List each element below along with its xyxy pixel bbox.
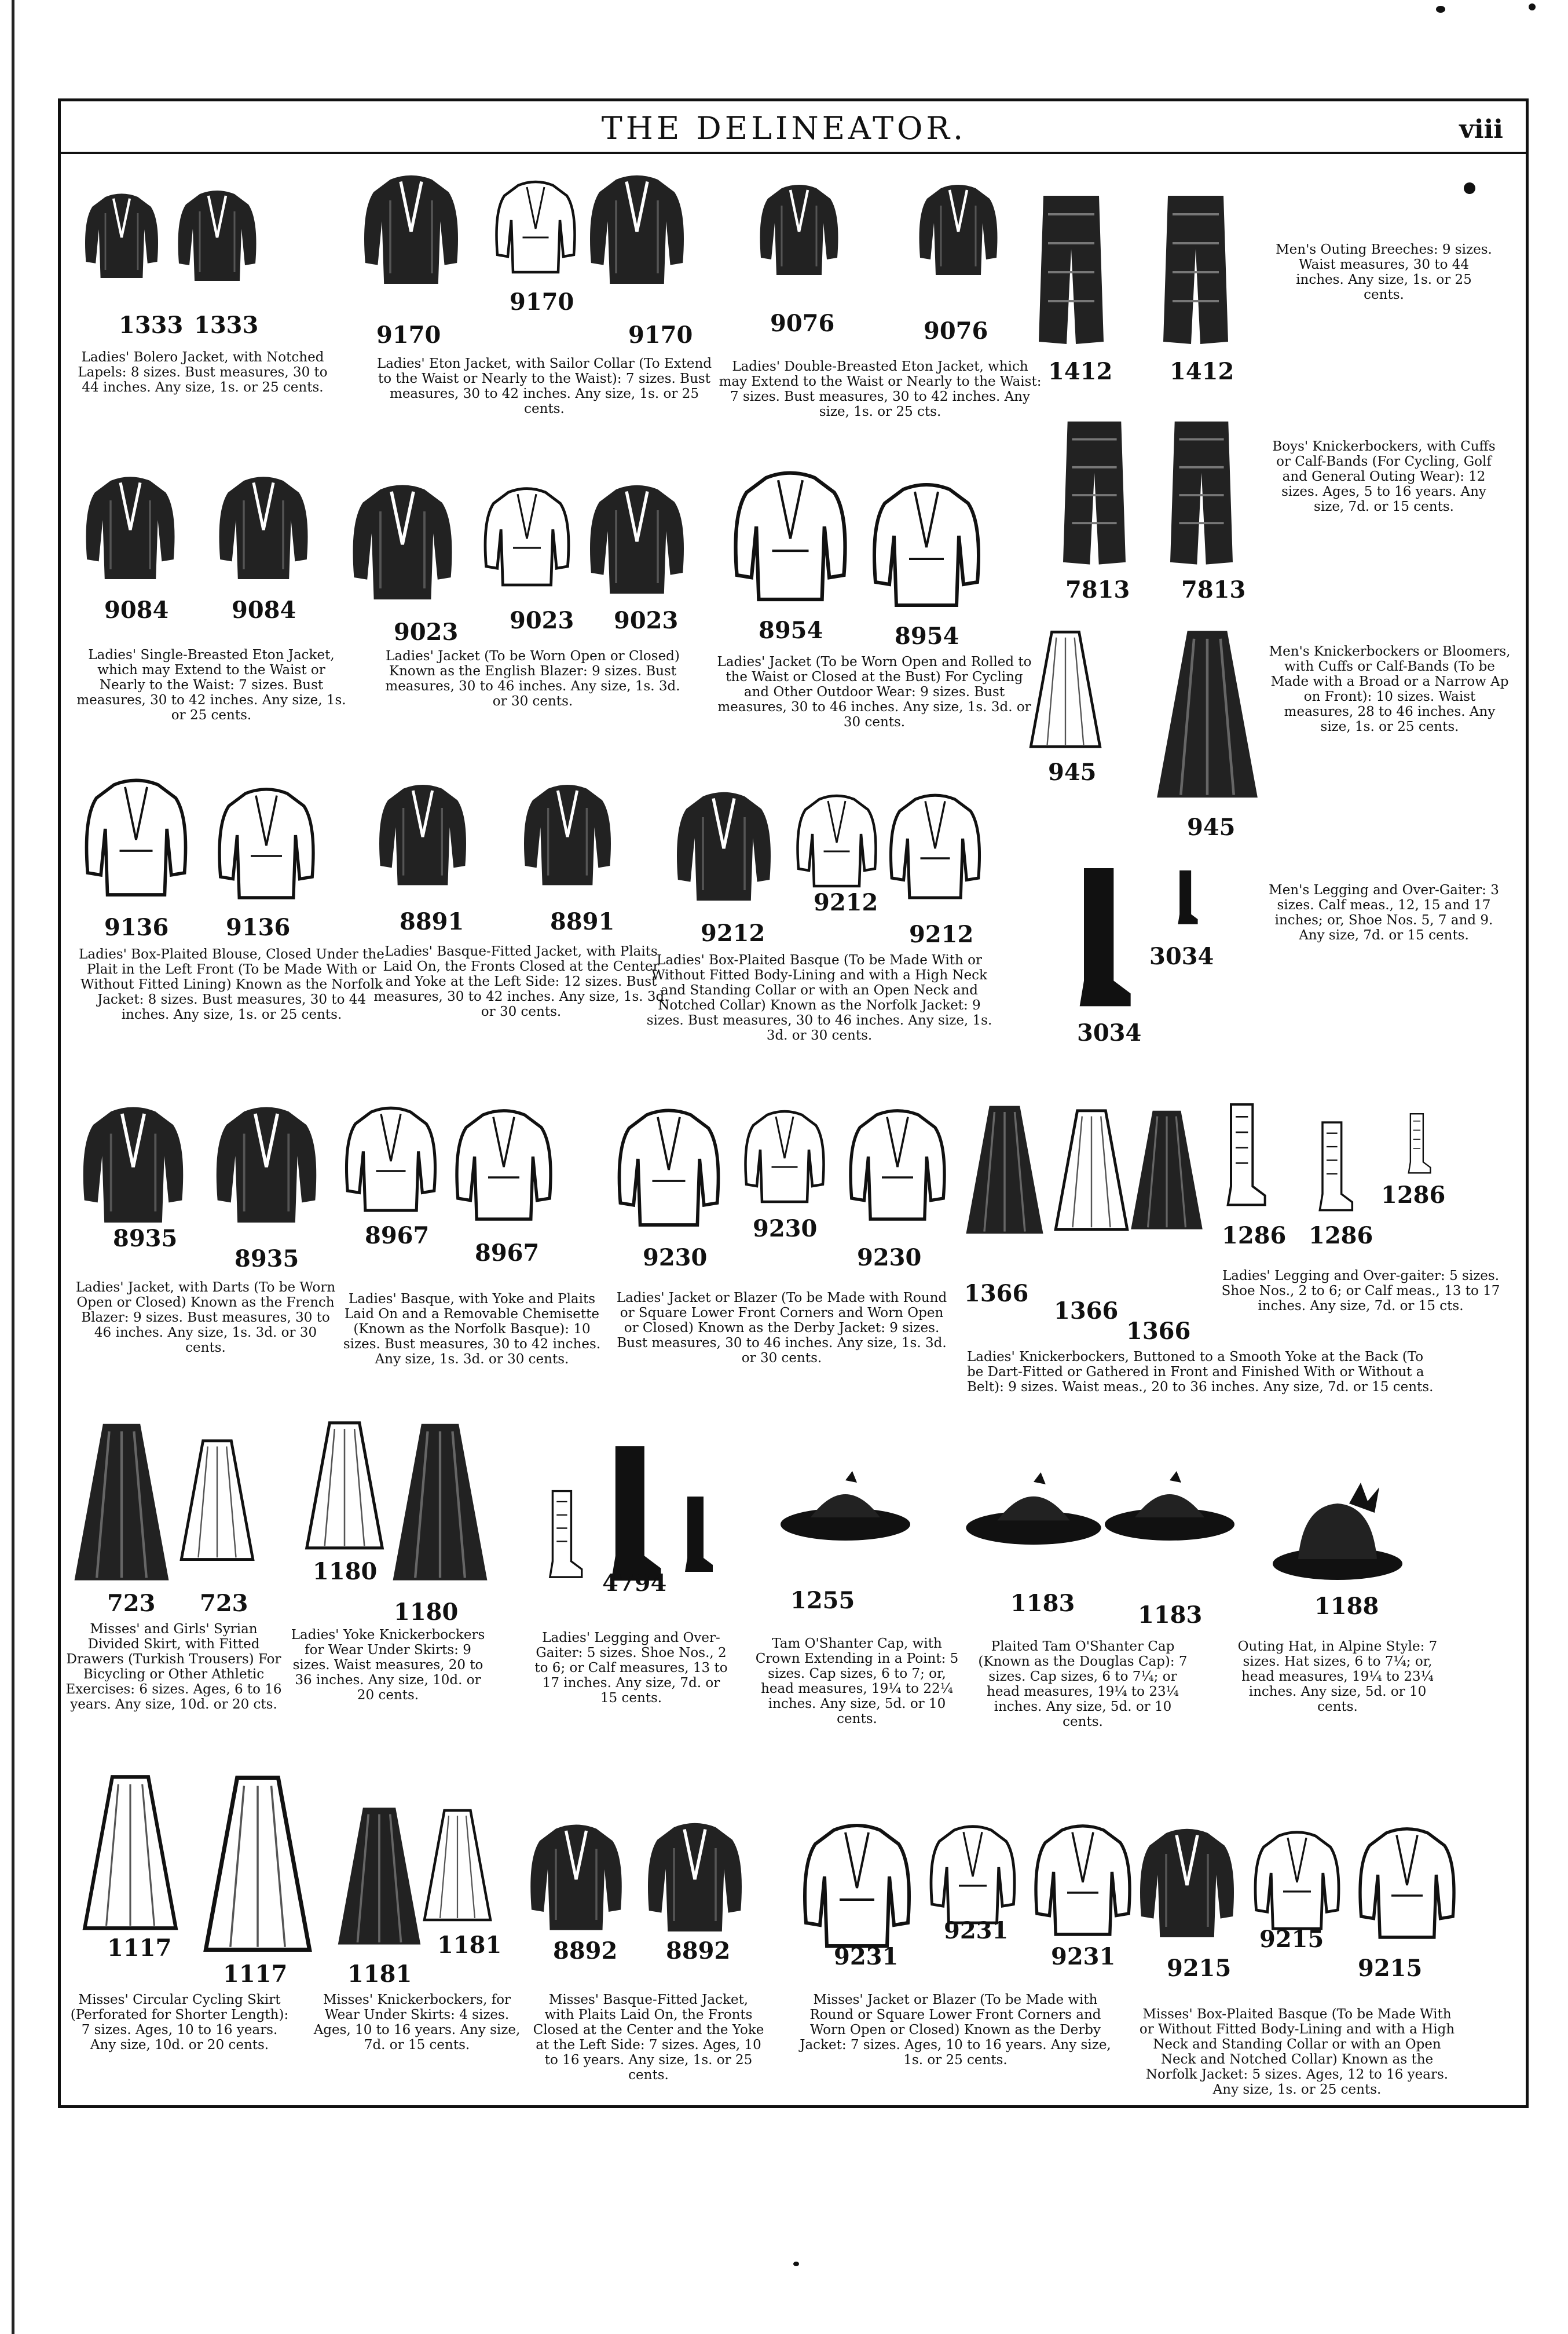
- knickerbocker-illustration: [388, 1419, 492, 1593]
- pattern-number: 1286: [1222, 1222, 1287, 1249]
- pattern-number: 9076: [924, 317, 988, 345]
- gaiter-illustration: [1390, 1112, 1448, 1176]
- pattern-number: 9215: [1259, 1926, 1324, 1953]
- pattern-caption: Misses' Box-Plaited Basque (To be Made With or Without Fitted Body-Lining and with a High Neck and Standing Collar or with an Open Neck and Notched Collar) Known as the Norfolk Jacket: 5 sizes. Ages, 12 to 16 years. Any size, 1s. or 25 cents.: [1139, 2007, 1455, 2097]
- pattern-number: 1412: [1048, 358, 1113, 385]
- jacket-illustration: [214, 469, 313, 591]
- pattern-caption: Misses' Jacket or Blazer (To be Made with Round or Square Lower Front Corners and Worn Open or Closed) Known as the Derby Jacket: 7 sizes. Ages, 10 to 16 years. Any size, 1s. or 25 cents.: [800, 1992, 1111, 2068]
- divided-skirt-illustration: [69, 1419, 174, 1593]
- pattern-caption: Outing Hat, in Alpine Style: 7 sizes. Hat sizes, 6 to 7¼; or, head measures, 19¼ to 23¼ inches. Any size, 5d. or 10 cents.: [1237, 1639, 1438, 1714]
- scan-speck: [793, 2262, 799, 2266]
- cap-illustration: [776, 1454, 915, 1570]
- pattern-number: 9212: [909, 921, 974, 948]
- pattern-number: 1366: [1054, 1297, 1119, 1325]
- pattern-caption: Ladies' Legging and Over-Gaiter: 5 sizes. Shoe Nos., 2 to 6; or Calf measures, 13 to 17 inches. Any size, 7d. or 15 cents.: [534, 1630, 728, 1706]
- pattern-number: 9231: [944, 1917, 1009, 1944]
- pattern-number: 9215: [1167, 1955, 1232, 1982]
- jacket-illustration: [585, 469, 689, 614]
- pattern-number: 1181: [437, 1931, 502, 1959]
- cycling-skirt-illustration: [64, 1772, 197, 1940]
- pattern-caption: Men's Knickerbockers or Bloomers, with Cuffs or Calf-Bands (To be Made with a Broad or a Narrow Ap on Front): 10 sizes. Waist measures, 28 to 46 inches. Any size, 1s. or 25 cents.: [1269, 644, 1511, 734]
- pattern-caption: Ladies' Basque-Fitted Jacket, with Plaits Laid On, the Fronts Closed at the Center and Yoke at the Left Side: 12 sizes. Bust measures, 30 to 42 inches. Any size, 1s. 3d. or 30 cents.: [373, 944, 669, 1019]
- jacket-illustration: [347, 469, 457, 620]
- basque-illustration: [1135, 1819, 1239, 1952]
- jacket-illustration: [643, 1813, 747, 1946]
- bloomers-illustration: [1025, 628, 1106, 756]
- pattern-number: 3034: [1149, 943, 1214, 970]
- header-rule: [58, 152, 1529, 154]
- breeches-illustration: [1060, 417, 1129, 573]
- knickerbocker-illustration: [336, 1801, 423, 1958]
- pattern-number: 1333: [119, 312, 184, 339]
- scan-edge-rule: [12, 0, 14, 2334]
- hat-illustration: [1268, 1483, 1407, 1587]
- knickerbocker-illustration: [301, 1419, 388, 1558]
- pattern-number: 1180: [394, 1598, 459, 1626]
- pattern-number: 1333: [194, 312, 259, 339]
- cap-illustration: [961, 1465, 1106, 1564]
- pattern-number: 9076: [770, 310, 835, 337]
- jacket-illustration: [359, 168, 463, 295]
- pattern-caption: Misses' Basque-Fitted Jacket, with Plaits Laid On, the Fronts Closed at the Center and the Yoke at the Left Side: 7 sizes. Ages, 10 to 16 years. Any size, 1s. or 25 cents.: [533, 1992, 764, 2083]
- pattern-caption: Boys' Knickerbockers, with Cuffs or Calf-Bands (For Cycling, Golf and General Outing Wear): 12 sizes. Ages, 5 to 16 years. Any size, 7d. or 15 cents.: [1272, 439, 1496, 514]
- jacket-illustration: [174, 168, 261, 307]
- pattern-number: 9136: [226, 914, 291, 941]
- pattern-caption: Ladies' Single-Breasted Eton Jacket, which may Extend to the Waist or Nearly to the Waist: 7 sizes. Bust measures, 30 to 42 inches. Any size, 1s. or 25 cents.: [76, 647, 346, 723]
- pattern-number: 9170: [376, 321, 441, 349]
- blazer-illustration: [741, 1100, 828, 1216]
- pattern-caption: Ladies' Jacket, with Darts (To be Worn Open or Closed) Known as the French Blazer: 9 sizes. Bust measures, 30 to 46 inches. Any size, 1s. 3d. or 30 cents.: [75, 1280, 336, 1355]
- pattern-caption: Men's Outing Breeches: 9 sizes. Waist measures, 30 to 44 inches. Any size, 1s. or 25 cents.: [1276, 242, 1492, 302]
- pattern-number: 9023: [394, 619, 459, 646]
- pattern-number: 1366: [964, 1280, 1029, 1307]
- legging-illustration: [1222, 1089, 1268, 1222]
- pattern-caption: Men's Legging and Over-Gaiter: 3 sizes. Calf meas., 12, 15 and 17 inches; or, Shoe Nos. 5, 7 and 9. Any size, 7d. or 15 cents.: [1269, 883, 1499, 943]
- pattern-number: 9084: [104, 597, 169, 624]
- legging-illustration: [538, 1488, 591, 1581]
- pattern-number: 1117: [107, 1934, 172, 1962]
- pattern-caption: Tam O'Shanter Cap, with Crown Extending in a Point: 5 sizes. Cap sizes, 6 to 7; or, head measures, 19¼ to 22¼ inches. Any size, 5d. or 10 cents.: [755, 1636, 959, 1726]
- pattern-number: 1366: [1126, 1318, 1191, 1345]
- pattern-number: 1183: [1010, 1590, 1075, 1617]
- pattern-caption: Ladies' Jacket (To be Worn Open or Closed) Known as the English Blazer: 9 sizes. Bust measures, 30 to 46 inches. Any size, 1s. 3d. or 30 cents.: [385, 649, 680, 709]
- blazer-illustration: [614, 1100, 724, 1239]
- basque-illustration: [886, 779, 984, 918]
- pattern-caption: Ladies' Eton Jacket, with Sailor Collar (To Extend to the Waist or Nearly to the Waist): 7 sizes. Bust measures, 30 to 42 inches. Any size, 1s. or 25 cents.: [376, 356, 712, 416]
- pattern-caption: Ladies' Jacket or Blazer (To be Made with Round or Square Lower Front Corners and Worn Open or Closed) Known as the Derby Jacket: 9 sizes. Bust measures, 30 to 46 inches. Any size, 1s. 3d. or 30 cents.: [616, 1290, 947, 1366]
- pattern-number: 1286: [1309, 1222, 1373, 1249]
- jacket-illustration: [492, 174, 579, 284]
- pattern-number: 723: [107, 1590, 156, 1617]
- drawers-illustration: [179, 1419, 255, 1587]
- pattern-number: 8954: [895, 623, 959, 650]
- pattern-number: 8954: [759, 617, 823, 644]
- pattern-number: 7813: [1065, 576, 1130, 603]
- jacket-illustration: [585, 168, 689, 295]
- pattern-number: 7813: [1181, 576, 1246, 603]
- jacket-illustration: [521, 1819, 631, 1940]
- pattern-number: 4794: [602, 1570, 667, 1597]
- print-mark: [1464, 182, 1475, 194]
- blouse-illustration: [214, 779, 318, 912]
- pattern-number: 9231: [1051, 1943, 1116, 1970]
- breeches-illustration: [1164, 417, 1239, 573]
- pattern-number: 9215: [1358, 1955, 1423, 1982]
- legging-illustration: [602, 1442, 666, 1587]
- breeches-illustration: [1158, 191, 1233, 353]
- pattern-caption: Ladies' Jacket (To be Worn Open and Rolled to the Waist or Closed at the Bust) For Cycling and Other Outdoor Wear: 9 sizes. Bust measures, 30 to 46 inches. Any size, 1s. 3d. or 30 cents.: [717, 654, 1032, 730]
- pattern-number: 1180: [313, 1558, 378, 1585]
- jacket-illustration: [515, 779, 620, 895]
- gaiter-illustration: [672, 1494, 724, 1575]
- pattern-number: 945: [1187, 814, 1236, 841]
- pattern-caption: Ladies' Bolero Jacket, with Notched Lapels: 8 sizes. Bust measures, 30 to 44 inches. Any size, 1s. or 25 cents.: [78, 350, 328, 395]
- legging-illustration: [1071, 860, 1135, 1016]
- blouse-illustration: [81, 770, 191, 909]
- pattern-number: 1117: [223, 1960, 288, 1988]
- pattern-caption: Ladies' Basque, with Yoke and Plaits Laid On and a Removable Chemisette (Known as the Norfolk Basque): 10 sizes. Bust measures, 30 to 42 inches. Any size, 1s. 3d. or 30 cents.: [343, 1292, 601, 1367]
- pattern-number: 8967: [365, 1222, 430, 1249]
- pattern-caption: Ladies' Knickerbockers, Buttoned to a Smooth Yoke at the Back (To be Dart-Fitted or Gathered in Front and Finished With or Without a Belt): 9 sizes. Waist meas., 20 to 36 inches. Any size, 7d. or 15 cents.: [967, 1349, 1434, 1395]
- jacket-illustration: [756, 174, 842, 290]
- page-title: THE DELINEATOR.: [601, 110, 967, 147]
- pattern-number: 9170: [510, 288, 574, 316]
- knickerbocker-illustration: [423, 1801, 492, 1934]
- jacket-illustration: [208, 1100, 324, 1234]
- pattern-number: 9170: [628, 321, 693, 349]
- pattern-number: 945: [1048, 759, 1097, 786]
- pattern-number: 9084: [232, 597, 296, 624]
- basque-illustration: [1251, 1824, 1343, 1940]
- scan-speck: [1436, 6, 1445, 13]
- pattern-number: 8935: [235, 1245, 299, 1272]
- pattern-caption: Misses' Circular Cycling Skirt (Perforated for Shorter Length): 7 sizes. Ages, 10 to 16 years. Any size, 10d. or 20 cents.: [70, 1992, 289, 2053]
- pattern-number: 8935: [113, 1225, 178, 1252]
- pattern-caption: Ladies' Legging and Over-gaiter: 5 sizes. Shoe Nos., 2 to 6; or Calf meas., 13 to 17 inches. Any size, 7d. or 15 cts.: [1221, 1268, 1500, 1314]
- blazer-illustration: [845, 1100, 950, 1234]
- pattern-number: 3034: [1077, 1019, 1142, 1047]
- jacket-illustration: [75, 1100, 191, 1234]
- pattern-caption: Plaited Tam O'Shanter Cap (Known as the Douglas Cap): 7 sizes. Cap sizes, 6 to 7¼; or head measures, 19¼ to 23¼ inches. Any size, 5d. or 10 cents.: [978, 1639, 1188, 1729]
- jacket-illustration: [481, 469, 573, 608]
- jacket-illustration: [371, 779, 475, 895]
- pattern-caption: Ladies' Box-Plaited Basque (To be Made With or Without Fitted Body-Lining and with a High Neck and Standing Collar or with an Open Neck and Notched Collar) Known as the Norfolk Jacket: 9 sizes. Bust measures, 30 to 46 inches. Any size, 1s. 3d. or 30 cents.: [646, 953, 992, 1043]
- page-number: viii: [1459, 115, 1503, 144]
- knickerbocker-illustration: [1054, 1089, 1129, 1257]
- blazer-illustration: [1031, 1819, 1135, 1946]
- jacket-illustration: [730, 463, 851, 614]
- cap-illustration: [1100, 1448, 1239, 1575]
- scan-speck: [1529, 3, 1536, 10]
- jacket-illustration: [915, 174, 1002, 290]
- pattern-number: 9230: [643, 1244, 708, 1271]
- gaiter-illustration: [1158, 869, 1216, 927]
- pattern-number: 9136: [104, 914, 169, 941]
- blazer-illustration: [799, 1819, 915, 1958]
- pattern-number: 9230: [857, 1244, 922, 1271]
- pattern-number: 9023: [614, 607, 679, 634]
- pattern-caption: Misses' and Girls' Syrian Divided Skirt, with Fitted Drawers (Turkish Trousers) For Bicycling or Other Athletic Exercises: 6 sizes. Ages, 6 to 16 years. Any size, 10d. or 20 cts.: [65, 1622, 282, 1712]
- pattern-number: 1412: [1170, 358, 1234, 385]
- pattern-number: 9212: [701, 920, 765, 947]
- pattern-number: 9023: [510, 607, 574, 634]
- pattern-number: 1183: [1138, 1601, 1203, 1629]
- knickerbocker-illustration: [964, 1089, 1045, 1257]
- pattern-caption: Misses' Knickerbockers, for Wear Under Skirts: 4 sizes. Ages, 10 to 16 years. Any size, 7d. or 15 cents.: [313, 1992, 521, 2053]
- legging-illustration: [1314, 1112, 1355, 1222]
- pattern-number: 9212: [814, 889, 878, 916]
- cycling-skirt-illustration: [191, 1772, 324, 1963]
- pattern-number: 8892: [666, 1937, 731, 1964]
- pattern-caption: Ladies' Yoke Knickerbockers for Wear Under Skirts: 9 sizes. Waist measures, 20 to 36 inches. Any size, 10d. or 20 cents.: [291, 1627, 485, 1703]
- knickerbocker-illustration: [1129, 1089, 1204, 1257]
- jacket-illustration: [81, 469, 179, 591]
- breeches-illustration: [1034, 191, 1109, 353]
- basque-illustration: [342, 1100, 440, 1222]
- pattern-number: 8967: [475, 1239, 540, 1267]
- basque-illustration: [1355, 1819, 1459, 1952]
- pattern-number: 8891: [550, 908, 615, 935]
- pattern-number: 1255: [790, 1587, 855, 1614]
- pattern-number: 9230: [753, 1215, 818, 1242]
- jacket-illustration: [869, 475, 984, 620]
- jacket-illustration: [81, 168, 162, 307]
- basque-illustration: [793, 785, 880, 901]
- pattern-number: 9231: [834, 1943, 899, 1970]
- pattern-number: 723: [200, 1590, 248, 1617]
- basque-illustration: [672, 779, 776, 918]
- pattern-caption: Ladies' Double-Breasted Eton Jacket, which may Extend to the Waist or Nearly to the Waist: 7 sizes. Bust measures, 30 to 42 inches. Any size, 1s. or 25 cts.: [719, 359, 1042, 419]
- bloomers-illustration: [1152, 625, 1262, 811]
- pattern-number: 1181: [347, 1960, 412, 1988]
- pattern-caption: Ladies' Box-Plaited Blouse, Closed Under the Plait in the Left Front (To be Made With or Without Fitted Lining) Known as the Norfolk Jacket: 8 sizes. Bust measures, 30 to 44 inches. Any size, 1s. or 25 cents.: [79, 947, 384, 1022]
- pattern-number: 1286: [1381, 1181, 1446, 1209]
- basque-illustration: [452, 1100, 556, 1234]
- pattern-number: 1188: [1314, 1593, 1379, 1620]
- pattern-number: 8891: [400, 908, 464, 935]
- pattern-number: 8892: [553, 1937, 618, 1964]
